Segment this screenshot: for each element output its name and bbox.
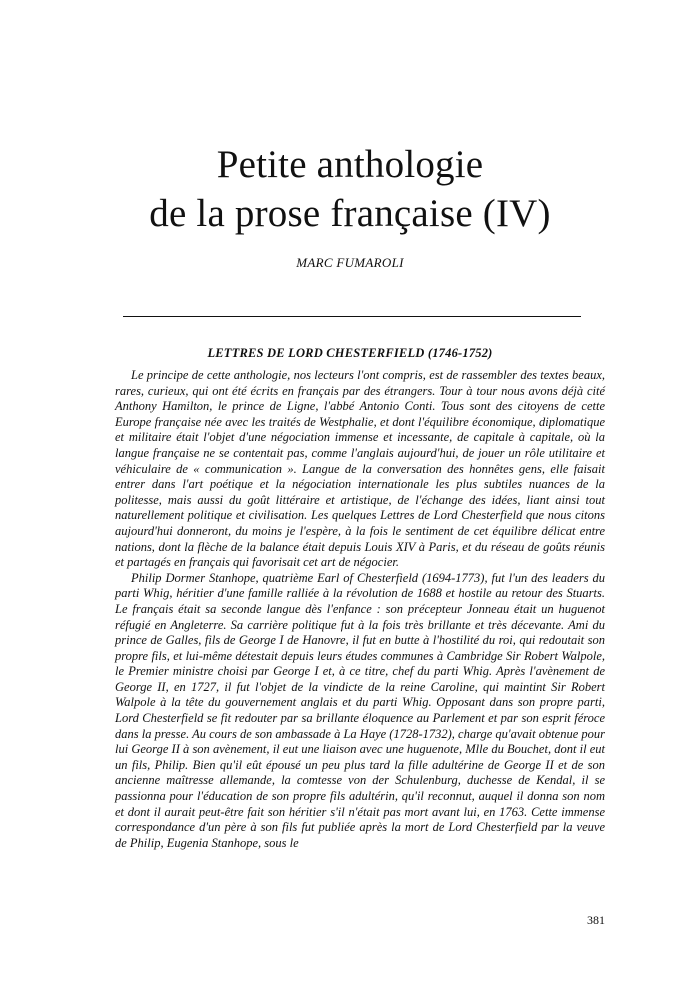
article-title-line-1: Petite anthologie (216, 143, 484, 186)
horizontal-rule (123, 316, 581, 317)
body-paragraph-1: Le principe de cette anthologie, nos lecteurs l'ont compris, est de rassembler des textes beaux, rares, curieux, qui ont été écrits en français par des étrangers. Tour à tour nous avons déjà cité Anthony Hamilton, le prince de Ligne, l'abbé Antonio Conti. Tous sont des citoyens de cette Europe française née avec les traités de Westphalie, et dont l'équilibre économique, diplomatique et militaire était l'objet d'une négociation immense et incessante, de capitale à capitale, où la langue française ne se contentait pas, comme l'anglais aujourd'hui, de jouer un rôle utilitaire et véhiculaire de « communication ». Langue de la conversation des honnêtes gens, elle faisait entrer dans l'art poétique et la négociation internationale les plus subtiles nuances de la politesse, mais aussi du goût littéraire et artistique, de l'échange des idées, liant ainsi tout naturellement politique et civilisation. Les quelques Lettres de Lord Chesterfield que nous citons aujourd'hui donneront, du moins je l'espère, à la fois le sentiment de cet équilibre délicat entre nations, dont la flèche de la balance était depuis Louis XIV à Paris, et du réseau de goûts réunis et partagés en français qui favorisait cet art de négocier. (115, 368, 605, 570)
article-body (115, 368, 605, 851)
body-paragraph-2: Philip Dormer Stanhope, quatrième Earl of Chesterfield (1694-1773), fut l'un des leaders du parti Whig, héritier d'une famille ralliée à la révolution de 1688 et hostile au retour des Stuarts. Le français était sa seconde langue dès l'enfance : son précepteur Jonneau était un huguenot réfugié en Angleterre. Sa carrière politique fut à la fois très brillante et très décevante. Ami du prince de Galles, fils de George I de Hanovre, il fut en butte à l'hostilité du roi, qui redoutait son propre fils, et lui-même détestait depuis leurs études communes à Cambridge Sir Robert Walpole, le Premier ministre choisi par George I et, à ce titre, chef du parti Whig. Après l'avènement de George II, en 1727, il fut l'objet de la vindicte de la reine Caroline, qui maintint Sir Robert Walpole à la tête du gouvernement anglais et du parti Whig. Opposant dans son propre parti, Lord Chesterfield se fit redouter par sa brillante éloquence au Parlement et par son esprit féroce dans la presse. Au cours de son ambassade à La Haye (1728-1732), charge qu'avait obtenue pour lui George II à son avènement, il eut une liaison avec une huguenote, Mlle du Bouchet, dont il eut un fils, Philip. Bien qu'il eût épousé un peu plus tard la fille adultérine de George II et de son ancienne maîtresse allemande, la comtesse von der Schulenburg, duchesse de Kendal, il se passionna pour l'éducation de son propre fils adultérin, qu'il reconnut, auquel il donna son nom et dont il aurait peut-être fait son héritier s'il n'était pas mort avant lui, en 1763. Cette immense correspondance d'un père à son fils fut publiée après la mort de Lord Chesterfield par la veuve de Philip, Eugenia Stanhope, sous le (115, 570, 606, 850)
page-number: 381 (587, 913, 605, 927)
section-title: LETTRES DE LORD CHESTERFIELD (1746-1752) (207, 346, 493, 360)
author-name: MARC FUMAROLI (296, 255, 404, 270)
article-title-line-2: de la prose française (IV) (149, 192, 551, 235)
article-title (0, 140, 700, 238)
